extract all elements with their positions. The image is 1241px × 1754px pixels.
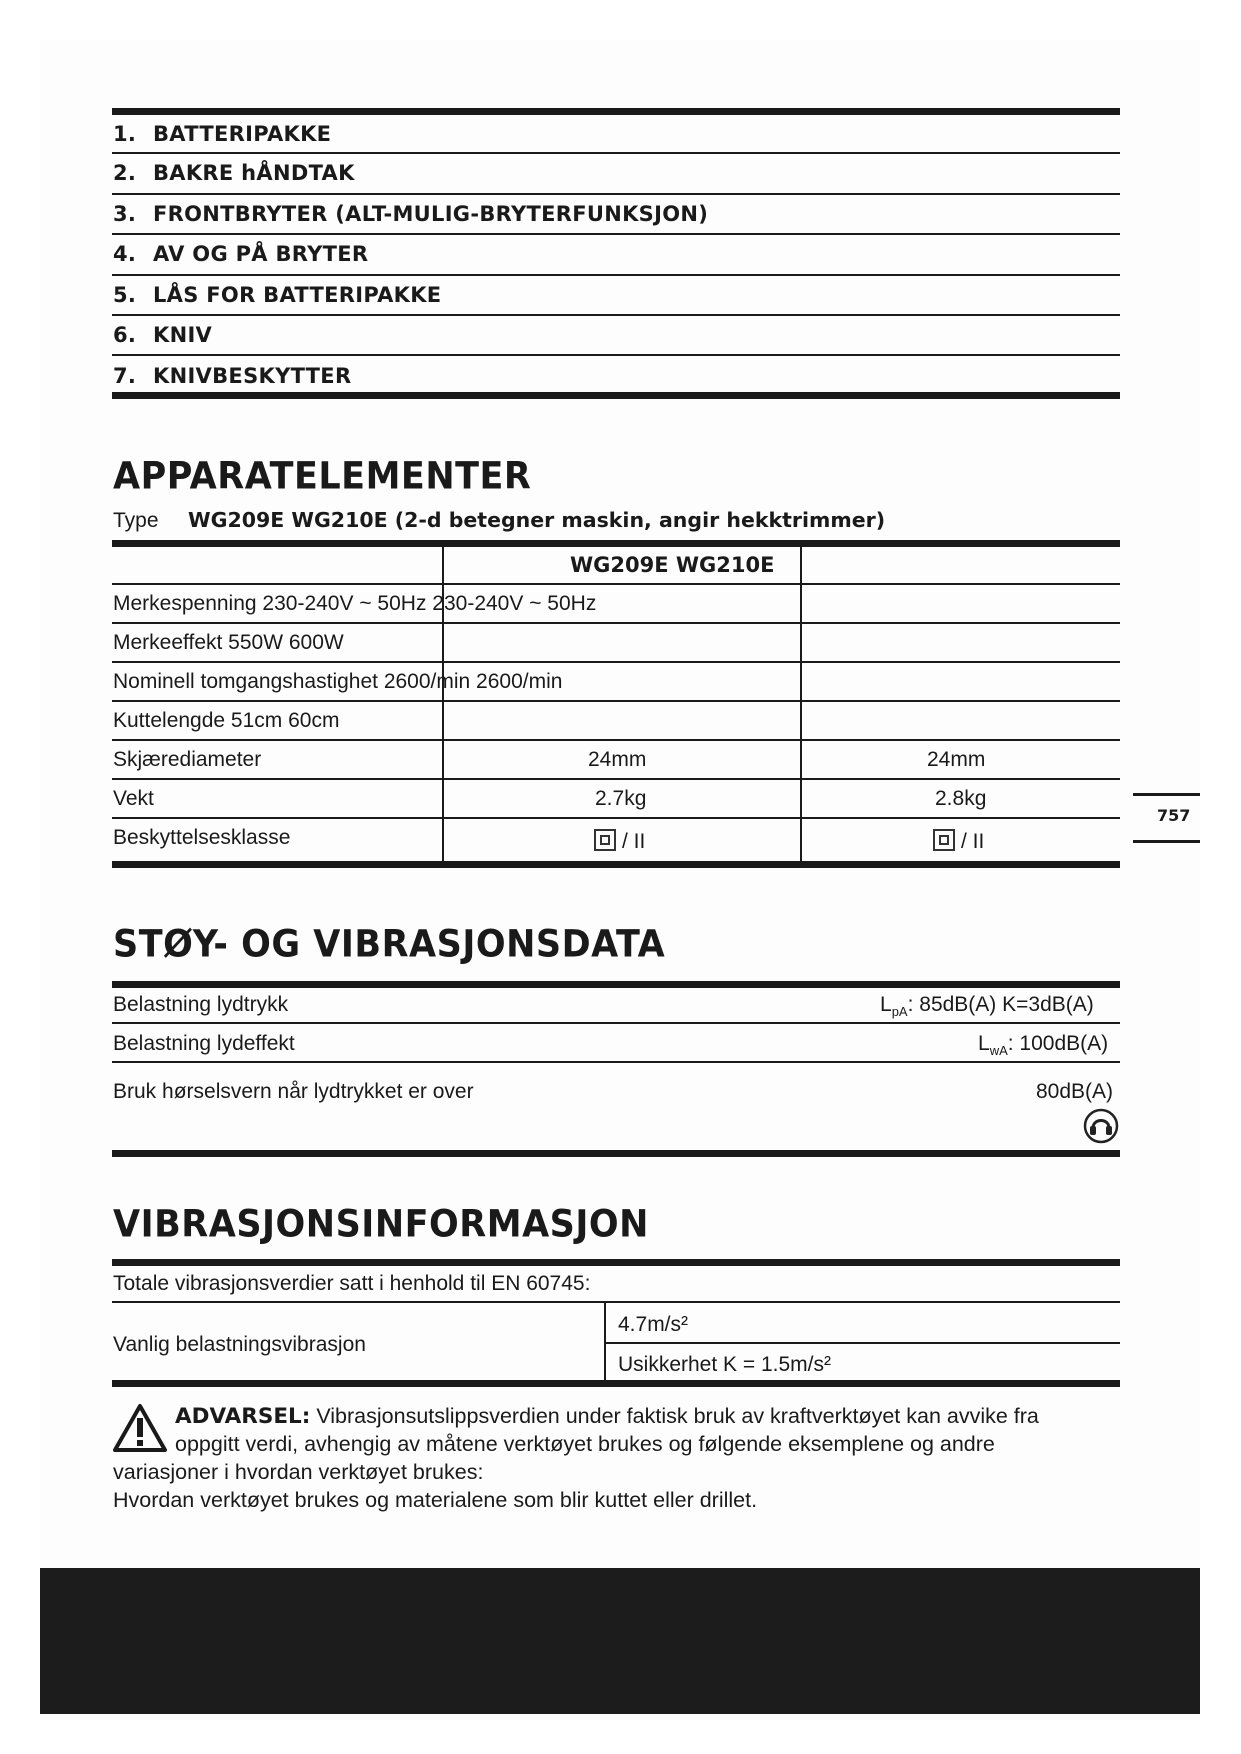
spec-diameter-b: 24mm xyxy=(927,748,986,771)
divider xyxy=(112,700,1120,702)
spec-weight-a: 2.7kg xyxy=(595,787,647,810)
spec-diameter-a: 24mm xyxy=(588,748,647,771)
noise-pressure-label: Belastning lydtrykk xyxy=(113,993,289,1016)
part-item-3: 3. FRONTBRYTER (ALT-MULIG-BRYTERFUNKSJON) xyxy=(113,202,709,226)
noise-title: STØY- OG VIBRASJONSDATA xyxy=(113,923,666,967)
divider xyxy=(112,778,1120,780)
divider xyxy=(112,1061,1120,1063)
divider xyxy=(112,152,1120,154)
divider xyxy=(112,661,1120,663)
vibration-value: 4.7m/s² xyxy=(618,1313,689,1336)
vibration-bottom-rule xyxy=(112,1380,1120,1387)
noise-power-label: Belastning lydeffekt xyxy=(113,1032,295,1055)
divider xyxy=(112,583,1120,585)
hearing-label: Bruk hørselsvern når lydtrykket er over xyxy=(113,1080,474,1103)
double-insulation-icon xyxy=(933,829,955,851)
ear-protection-icon xyxy=(1083,1108,1119,1144)
warning-icon xyxy=(112,1403,168,1453)
spec-row-weight: Vekt xyxy=(113,787,154,810)
parts-top-rule xyxy=(112,108,1120,115)
spec-top-rule xyxy=(112,540,1120,547)
spec-row-speed: Nominell tomgangshastighet 2600/min 2600/min xyxy=(113,670,563,693)
divider xyxy=(112,354,1120,356)
type-value: WG209E WG210E (2-d betegner maskin, angir hekktrimmer) xyxy=(188,508,886,532)
warning-label: ADVARSEL: xyxy=(175,1404,311,1429)
spec-weight-b: 2.8kg xyxy=(935,787,987,810)
part-item-6: 6. KNIV xyxy=(113,323,213,347)
spec-row-voltage: Merkespenning 230-240V ~ 50Hz 230-240V ~ 50Hz xyxy=(113,592,597,615)
noise-top-rule xyxy=(112,981,1120,988)
divider xyxy=(606,1342,1120,1344)
divider xyxy=(112,622,1120,624)
spec-bottom-rule xyxy=(112,861,1120,868)
noise-bottom-rule xyxy=(112,1150,1120,1157)
divider xyxy=(112,274,1120,276)
spec-class-b: / II xyxy=(933,829,984,854)
vibration-intro: Totale vibrasjonsverdier satt i henhold til EN 60745: xyxy=(113,1272,591,1295)
warning-line-2: oppgitt verdi, avhengig av måtene verktøyet brukes og følgende eksemplene og andre xyxy=(175,1432,995,1456)
part-item-2: 2. BAKRE hÅNDTAK xyxy=(113,161,355,185)
warning-line-4: Hvordan verktøyet brukes og materialene som blir kuttet eller drillet. xyxy=(113,1488,758,1512)
spec-header: WG209E WG210E xyxy=(570,553,775,577)
noise-pressure-value: $L_{pA}$: 85dB(A) K=3dB(A) xyxy=(880,993,1094,1020)
warning-line-1: ADVARSEL: Vibrasjonsutslippsverdien under faktisk bruk av kraftverktøyet kan avvike fra xyxy=(175,1404,1039,1429)
divider xyxy=(112,1301,1120,1303)
part-item-5: 5. LÅS FOR BATTERIPAKKE xyxy=(113,283,442,307)
divider xyxy=(112,193,1120,195)
part-item-4: 4. AV OG PÅ BRYTER xyxy=(113,242,369,266)
divider xyxy=(112,1022,1120,1024)
part-item-7: 7. KNIVBESKYTTER xyxy=(113,364,352,388)
type-label: Type xyxy=(113,509,159,532)
divider xyxy=(112,314,1120,316)
footer-bar xyxy=(40,1568,1200,1714)
hearing-value: 80dB(A) xyxy=(1036,1080,1114,1103)
spec-row-power: Merkeeffekt 550W 600W xyxy=(113,631,344,654)
vibration-top-rule xyxy=(112,1259,1120,1266)
divider xyxy=(112,817,1120,819)
spec-row-diameter: Skjærediameter xyxy=(113,748,262,771)
vibration-uncertainty: Usikkerhet K = 1.5m/s² xyxy=(618,1353,831,1376)
spec-title: APPARATELEMENTER xyxy=(113,455,532,499)
divider xyxy=(112,233,1120,235)
spec-row-cut-length: Kuttelengde 51cm 60cm xyxy=(113,709,340,732)
part-item-1: 1. BATTERIPAKKE xyxy=(113,122,332,146)
vibration-title: VIBRASJONSINFORMASJON xyxy=(113,1203,649,1247)
vibration-row-label: Vanlig belastningsvibrasjon xyxy=(113,1333,366,1356)
warning-line-3: variasjoner i hvordan verktøyet brukes: xyxy=(113,1460,484,1484)
page-number: 757 xyxy=(1157,806,1191,825)
double-insulation-icon xyxy=(594,829,616,851)
divider xyxy=(112,739,1120,741)
parts-bottom-rule xyxy=(112,392,1120,399)
noise-power-value: $L_{wA}$: 100dB(A) xyxy=(978,1032,1109,1059)
spec-row-class: Beskyttelsesklasse xyxy=(113,826,291,849)
spec-class-a: / II xyxy=(594,829,645,854)
